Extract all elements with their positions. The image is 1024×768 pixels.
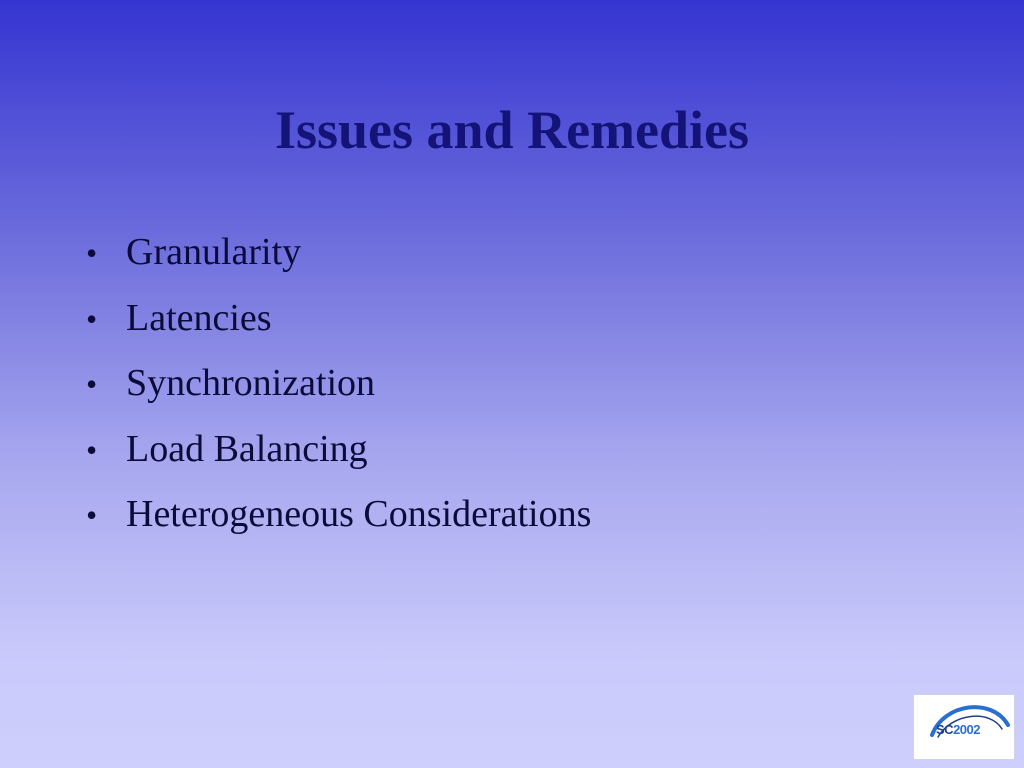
list-item	[86, 364, 591, 430]
bullet-icon: •	[86, 300, 98, 337]
bullet-list	[86, 233, 591, 561]
bullet-text: Latencies	[126, 296, 272, 339]
list-item	[86, 427, 591, 496]
bullet-icon: •	[86, 366, 98, 402]
bullet-icon: •	[86, 431, 98, 468]
bullet-text: Heterogeneous Considerations	[126, 493, 592, 535]
list-item	[86, 296, 591, 365]
slide-title: Issues and Remedies	[274, 100, 750, 160]
bullet-text: Synchronization	[126, 362, 376, 404]
sc2002-logo	[913, 694, 1015, 760]
list-item	[86, 495, 591, 561]
logo-text	[936, 722, 980, 737]
list-item	[86, 233, 591, 299]
bullet-icon: •	[86, 235, 98, 271]
bullet-text: Granularity	[126, 231, 302, 273]
logo-prefix: SC	[936, 722, 954, 737]
bullet-text: Load Balancing	[126, 427, 368, 470]
logo-year: 2002	[953, 722, 980, 737]
bullet-icon: •	[86, 497, 98, 533]
